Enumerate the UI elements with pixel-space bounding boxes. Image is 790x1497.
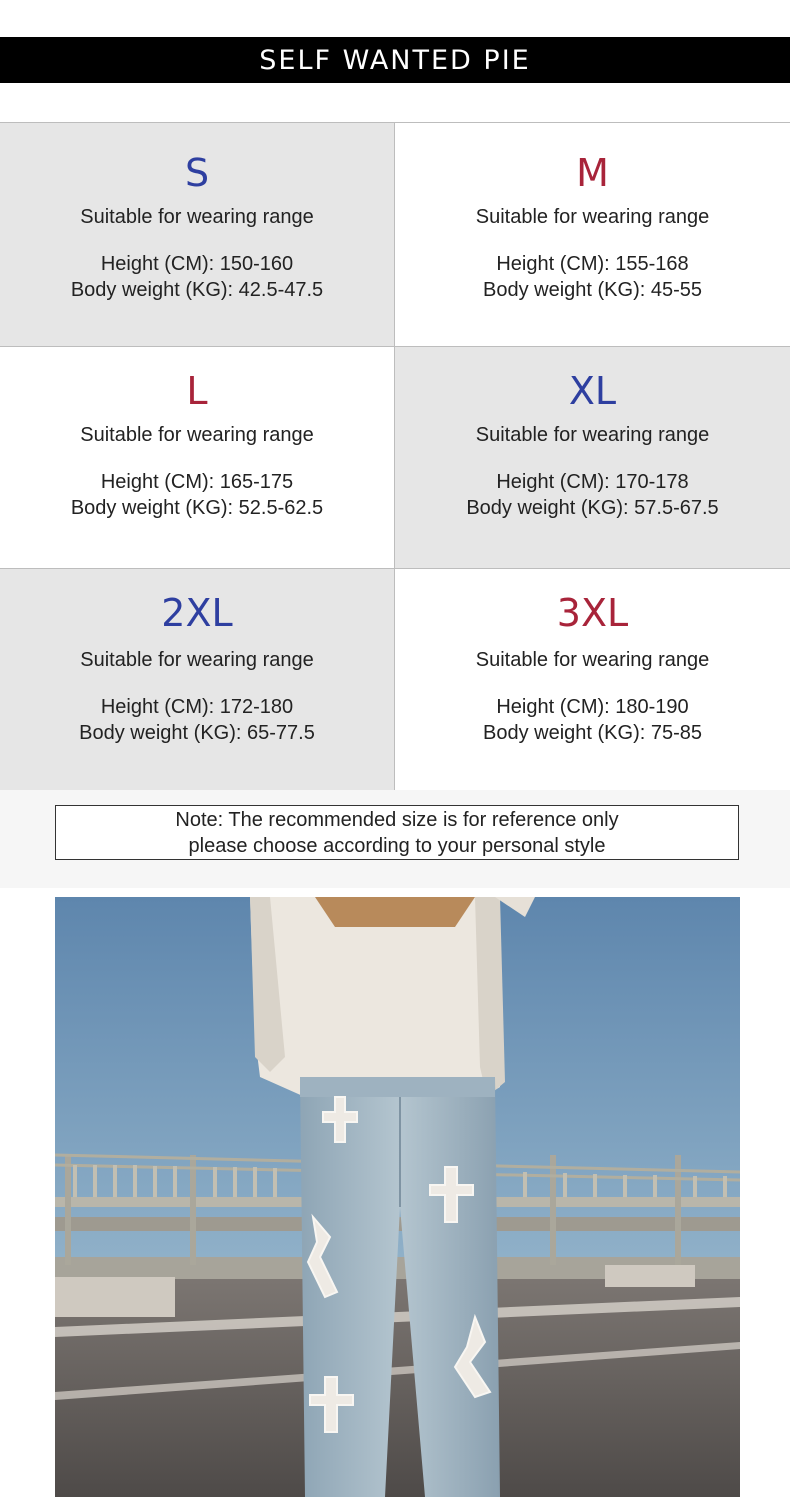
size-label: XL — [568, 369, 617, 413]
height-range: Height (CM): 155-168 — [496, 253, 689, 275]
size-cell-xl — [395, 347, 790, 569]
size-chart-grid — [0, 122, 790, 790]
title-banner — [0, 37, 790, 83]
product-photo — [55, 897, 740, 1497]
weight-range: Body weight (KG): 52.5-62.5 — [70, 497, 324, 519]
height-range: Height (CM): 170-178 — [496, 471, 689, 493]
height-range: Height (CM): 172-180 — [100, 696, 294, 718]
size-cell-m — [395, 123, 790, 347]
note-line-1: Note: The recommended size is for reference only — [175, 808, 619, 831]
weight-range: Body weight (KG): 57.5-67.5 — [466, 497, 719, 519]
range-label: Suitable for wearing range — [475, 206, 710, 228]
note-box — [55, 805, 739, 860]
height-range: Height (CM): 165-175 — [100, 471, 294, 493]
size-label: M — [576, 151, 609, 195]
size-label: 2XL — [161, 591, 233, 635]
weight-range: Body weight (KG): 45-55 — [483, 279, 702, 301]
height-range: Height (CM): 180-190 — [496, 696, 689, 718]
size-label: L — [186, 369, 208, 413]
range-label: Suitable for wearing range — [80, 206, 314, 228]
size-label: 3XL — [556, 591, 629, 635]
size-cell-l — [0, 347, 395, 569]
weight-range: Body weight (KG): 65-77.5 — [79, 722, 315, 744]
range-label: Suitable for wearing range — [80, 649, 314, 671]
banner-title: SELF WANTED PIE — [259, 44, 531, 76]
range-label: Suitable for wearing range — [80, 424, 314, 446]
size-cell-2xl — [0, 569, 395, 791]
size-label: S — [184, 151, 210, 195]
height-range: Height (CM): 150-160 — [100, 253, 294, 275]
weight-range: Body weight (KG): 42.5-47.5 — [70, 279, 324, 301]
range-label: Suitable for wearing range — [475, 649, 710, 671]
weight-range: Body weight (KG): 75-85 — [483, 722, 702, 744]
size-cell-s — [0, 123, 395, 347]
note-section — [0, 790, 790, 888]
size-cell-3xl — [395, 569, 790, 791]
model-wearing-jeans-illustration — [55, 897, 740, 1497]
range-label: Suitable for wearing range — [475, 424, 710, 446]
note-line-2: please choose according to your personal style — [188, 834, 606, 857]
